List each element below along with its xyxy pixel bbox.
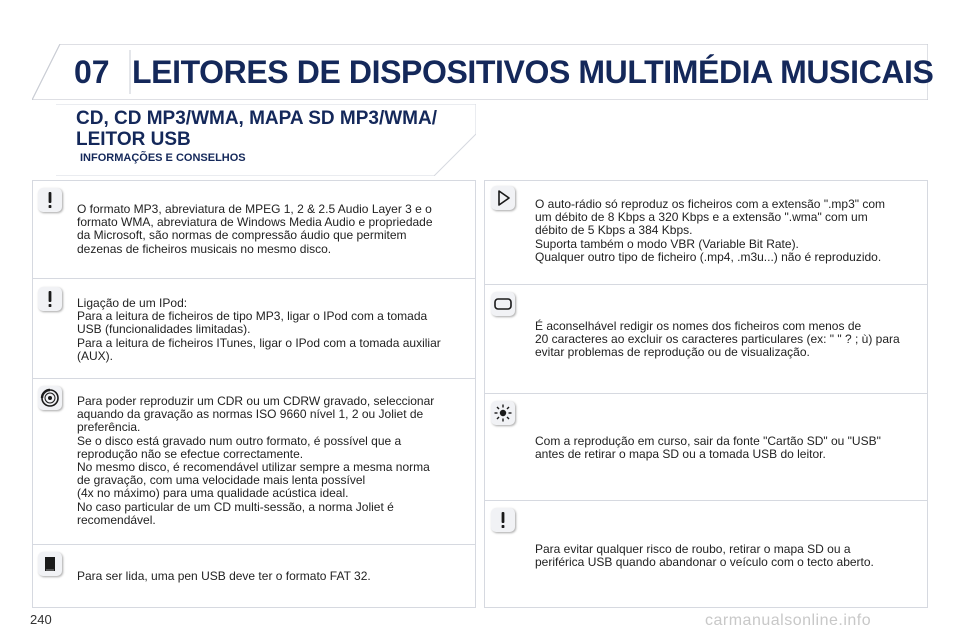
section-title-line2: LEITOR USB xyxy=(76,129,191,150)
play-triangle-icon xyxy=(491,186,515,210)
info-text-cdr-cdrw: Para poder reproduzir um CDR ou um CDRW gravado, seleccionar aquando da gravação as normas ISO 9660 nível 1, 2 ou Joliet de preferência. Se o disco está gravado num outro formato, é possível que a reprodução não se efectue correctamente. No mesmo disco, é recomendável utilizar sempre a mesma norma de gravação, com uma velocidade mais lenta possível (4x no máximo) para uma qualidade acústica ideal. No caso particular de um CD multi-sessão, a norma Joliet é recomendável. xyxy=(77,394,435,527)
info-text-file-names: É aconselhável redigir os nomes dos ficheiros com menos de 20 caracteres ao excluir os caracteres particulares (ex: " " ? ; ù) para evitar problemas de reprodução ou de visualização. xyxy=(535,319,900,360)
info-text-ipod: Ligação de um IPod: Para a leitura de ficheiros de tipo MP3, ligar o IPod com a tomada USB (funcionalidades limitadas). Para a leitura de ficheiros ITunes, ligar o IPod com a tomada auxiliar (AUX). xyxy=(77,296,441,363)
chapter-number: 07 xyxy=(74,54,110,90)
info-text-theft: Para evitar qualquer risco de roubo, retirar o mapa SD ou a periférica USB quando abandonar o veículo com o tecto aberto. xyxy=(535,542,874,570)
chapter-title: LEITORES DE DISPOSITIVOS MULTIMÉDIA MUSICAIS xyxy=(132,54,934,90)
info-text-usb-fat32: Para ser lida, uma pen USB deve ter o formato FAT 32. xyxy=(77,569,371,583)
page-number: 240 xyxy=(30,612,52,627)
left-divider-1 xyxy=(32,278,476,279)
exclamation-icon xyxy=(491,508,515,532)
watermark: carmanualsonline.info xyxy=(705,612,872,629)
exclamation-icon xyxy=(38,287,62,311)
sun-icon xyxy=(491,401,515,425)
right-divider-2 xyxy=(484,393,928,394)
section-title xyxy=(76,108,476,150)
info-text-mp3-wma: O formato MP3, abreviatura de MPEG 1, 2 & 2.5 Audio Layer 3 e o formato WMA, abreviatura de Windows Media Audio e propriedade da Microsoft, são normas de compressão áudio que permitem dezenas de ficheiros musicais no mesmo disco. xyxy=(77,202,433,256)
exclamation-icon xyxy=(38,188,62,212)
right-divider-3 xyxy=(484,500,928,501)
section-subtitle: INFORMAÇÕES E CONSELHOS xyxy=(80,152,246,164)
left-divider-2 xyxy=(32,378,476,379)
right-divider-1 xyxy=(484,284,928,285)
usb-stick-icon xyxy=(38,552,62,576)
section-title-line1: CD, CD MP3/WMA, MAPA SD MP3/WMA/ xyxy=(76,108,437,129)
info-text-file-formats: O auto-rádio só reproduz os ficheiros com a extensão ".mp3" com um débito de 8 Kbps a 320 Kbps e a extensão ".wma" com um débito de 5 Kbps a 384 Kbps. Suporta também o modo VBR (Variable Bit Rate). Qualquer outro tipo de ficheiro (.mp4, .m3u...) não é reproduzido. xyxy=(535,197,886,264)
info-text-removal: Com a reprodução em curso, sair da fonte "Cartão SD" ou "USB" antes de retirar o mapa SD ou a tomada USB do leitor. xyxy=(535,434,881,462)
disc-icon xyxy=(38,386,62,410)
rounded-rectangle-icon xyxy=(491,292,515,316)
left-divider-3 xyxy=(32,544,476,545)
